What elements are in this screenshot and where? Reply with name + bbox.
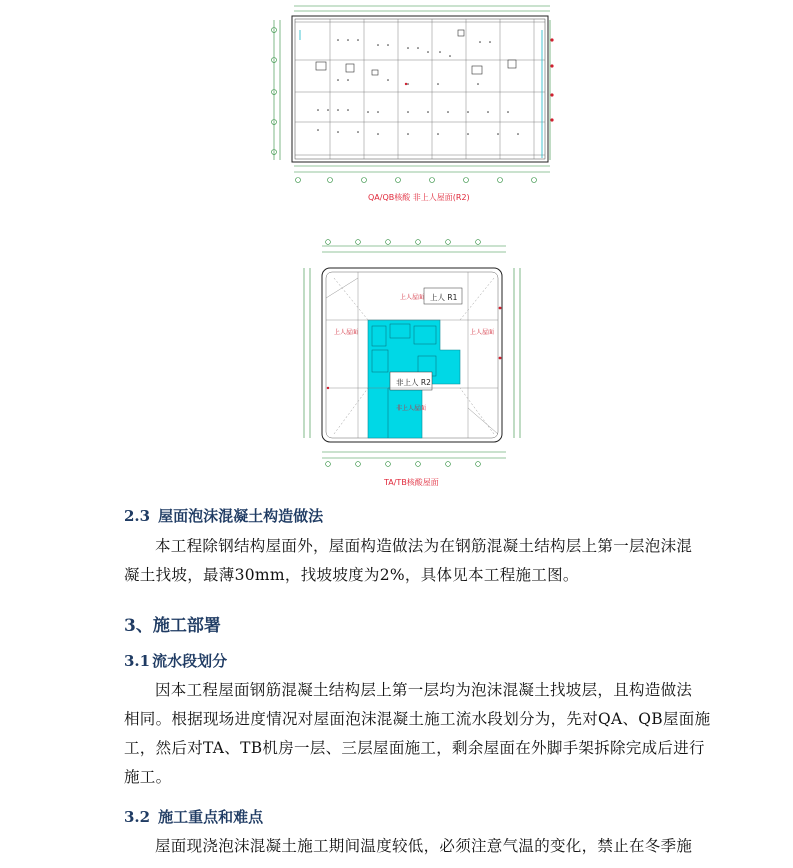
paragraph-line: 本工程除钢结构屋面外，屋面构造做法为在钢筋混凝土结构层上第一层泡沫混 bbox=[155, 537, 693, 555]
label-nonupper-r2: 非上人 R2 bbox=[396, 378, 431, 387]
label-upper-roof: 上人屋面 bbox=[400, 294, 425, 301]
section-2-3-heading bbox=[124, 505, 323, 526]
section-3-heading bbox=[124, 611, 221, 636]
roof-plan-qa-qb-drawing bbox=[268, 0, 558, 188]
section-3-1-paragraph bbox=[124, 676, 711, 792]
label-left-roof: 上人屋面 bbox=[334, 329, 359, 336]
paragraph-line: 相同。根据现场进度情况对屋面泡沫混凝土施工流水段划分为，先对QA、QB屋面施 bbox=[124, 710, 711, 728]
section-number: 3.2 bbox=[124, 808, 151, 826]
paragraph-line: 凝土找坡，最薄30mm，找坡坡度为2%，具体见本工程施工图。 bbox=[124, 566, 579, 584]
section-2-3-paragraph bbox=[124, 532, 704, 590]
section-title: 屋面泡沫混凝土构造做法 bbox=[158, 507, 324, 525]
section-number: 3.1 bbox=[124, 652, 151, 670]
paragraph-line: 因本工程屋面钢筋混凝土结构层上第一层均为泡沫混凝土找坡层，且构造做法 bbox=[155, 681, 693, 699]
paragraph-line: 工，然后对TA、TB机房一层、三层屋面施工，剩余屋面在外脚手架拆除完成后进行 bbox=[124, 739, 705, 757]
section-title: 流水段划分 bbox=[152, 652, 228, 670]
paragraph-line: 屋面现浇泡沫混凝土施工期间温度较低，必须注意气温的变化，禁止在冬季施 bbox=[155, 837, 693, 855]
section-3-2-heading bbox=[124, 806, 263, 827]
roof-plan-ta-tb-drawing bbox=[298, 238, 526, 470]
section-title: 施工重点和难点 bbox=[158, 808, 264, 826]
section-3-2-paragraph bbox=[124, 832, 704, 861]
paragraph-line: 施工。 bbox=[124, 768, 172, 786]
section-number: 3、 bbox=[124, 616, 153, 636]
label-nonupper-roof: 非上人屋面 bbox=[396, 405, 427, 412]
label-upper-r1: 上人 R1 bbox=[430, 293, 458, 302]
figure-caption-ta-tb: TA/TB核酸屋面 bbox=[384, 478, 439, 487]
figure-caption-qa-qb: QA/QB核酸 非上人屋面(R2) bbox=[368, 193, 470, 202]
section-number: 2.3 bbox=[124, 507, 151, 525]
section-3-1-heading bbox=[124, 650, 227, 671]
label-right-roof: 上人屋面 bbox=[470, 329, 495, 336]
section-title: 施工部署 bbox=[152, 616, 221, 636]
